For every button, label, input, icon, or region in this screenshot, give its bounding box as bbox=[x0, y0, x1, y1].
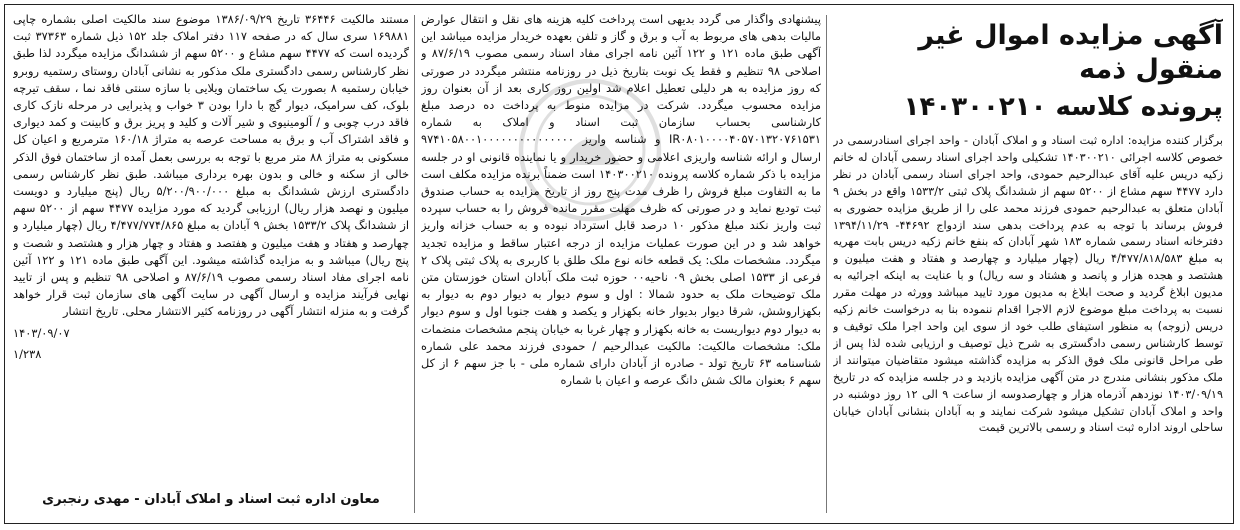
left-column bbox=[13, 11, 409, 517]
middle-column-text: پیشنهادی واگذار می گردد بدیهی است پرداخت کلیه هزینه های نقل و انتقال عوارض مالیات بدهی های مربوط به آب و برق و گاز و تلفن بعهده خریدار مزایده میباشد این آگهی طبق ماده ۱۲۱ و ۱۲۲ آئین نامه اجرای مفاد اسناد رسمی مصوب ۸۷/۶/۱۹ و اصلاحی ۹۸ تنظیم و فقط یک نوبت بتاریخ ذیل در روزنامه منتشر میگردد در صورتی که روز مزایده به هر دلیلی تعطیل اعلام شد اولین روز کاری بعد از آن بعنوان روز مزایده محسوب میگردد. شرکت در مزایده منوط به پرداخت ده درصد مبلغ کارشناسی بحساب سازمان ثبت اسناد و املاک به شماره IR۰۸۰۱۰۰۰۰۴۰۵۷۰۱۳۲۰۷۶۱۵۳۱ و شناسه واریز ۹۷۴۱۰۵۸۰۰۱۰۰۰۰۰۰۰۰۰۰۰۰۰۰۰ ارسال و ارائه شناسه واریزی اعلامی و حضور خریدار و یا نماینده قانونی او در جلسه مزایده با ذکر شماره کلاسه پرونده ۱۴۰۳۰۰۲۱۰ است ضمناً برنده مزایده مکلف است ما به التفاوت مبلغ فروش را ظرف مدت پنج روز از تاریخ مزایده به حساب صندوق ثبت تودیع نماید و در صورتی که ظرف مهلت مقرر مانده فروش را به حساب سپرده ثبت واریز نکند مبلغ مذکور ۱۰ درصد قابل استرداد نبوده و به حساب خزانه واریز خواهد شد و در این صورت عملیات مزایده از درجه اعتبار ساقط و مزایده تجدید میگردد. مشخصات ملک: یک قطعه خانه نوع ملک طلق با کاربری به پلاک ثبتی پلاک ۲ فرعی از ۱۵۳۳ اصلی بخش ۰۹ ناحیه۰۰ حوزه ثبت ملک آبادان استان خوزستان متن ملک توضیحات ملک به حدود شمالا : اول و سوم دیوار به دیوار دوم به دیوار به بکهزاروشش، شرقا دیوار بدیوار خانه بکهزار و یکصد و هفت جنوبا اول و سوم دیوار به دیوار دوم دیواریست به خانه بکهزار و چهار غربا به خیابان پنجم مشخصات منضمات ملک: مشخصات مالکیت: مالکیت عبدالرحیم / حمودی فرزند محمد علی شماره شناسنامه ۶۳ تاریخ تولد - صادره از آبادان دارای شماره ملی - با جز سهم ۶ از کل سهم ۶ بعنوان مالک شش دانگ عرصه و اعیان با شماره bbox=[421, 12, 821, 388]
notice-frame bbox=[4, 4, 1234, 524]
right-column bbox=[833, 11, 1223, 517]
notice-title: آگهی مزایده اموال غیر منقول ذمه bbox=[918, 20, 1223, 85]
column-divider bbox=[414, 15, 415, 513]
signature-line: معاون اداره ثبت اسناد و املاک آبادان - مهدی رنجبری bbox=[42, 492, 380, 507]
left-column-text: مستند مالکیت ۳۶۴۴۶ تاریخ ۱۳۸۶/۰۹/۲۹ موضوع سند مالکیت اصلی بشماره چاپی ۱۶۹۸۸۱ سری سال که در صفحه ۱۱۷ دفتر املاک جلد ۱۵۲ ذیل شماره ۳۷۳۶۳ ثبت گردیده است که ۴۴۷۷ سهم مشاع و ۵۲۰۰ سهم از ششدانگ مزایده میگردد لذا طبق نظر کارشناس رسمی دادگستری ملک مذکور به نشانی آبادان روستای رستمیه روبرو خیابان رستمیه ۸ بصورت یک ساختمان ویلایی با سازه سنتی فاقد نما ، سقف تیرچه بلوک، کف سرامیک، دیوار گچ با دارا بودن ۳ خواب و پذیرایی در مرحله نازک کاری فاقد درب چوبی و / آلومینیوی و شیر آلات و کلید و پریز برق و کابینت و کمد دیواری و فاقد اشتراک آب و برق به مساحت عرصه به متراژ ۱۶۰/۱۸ مترمربع و اعیان کل مسکونی به متراژ ۸۸ متر مربع با توجه به بررسی بعمل آمده از ساختمان فوق الذکر خالی از سکنه و خالی و بدون بهره برداری میباشد. طبق نظر کارشناس رسمی دادگستری ارزش ششدانگ به مبلغ ۵/۲۰۰/۹۰۰/۰۰۰ ریال (پنج میلیارد و دویست میلیون و نهصد هزار ریال) ارزیابی گردید که مورد مزایده ۴۴۷۷ سهم از ۵۲۰۰ سهم از ششدانگ پلاک ۱۵۳۳/۲ بخش ۹ آبادان به مبلغ ۴/۴۷۷/۷۷۴/۸۶۵ ریال (چهار میلیارد و چهارصد و هفتاد و هفت میلیون و هفتصد و هفتاد و چهار هزار و هشتصد و شصت و پنج ریال) میباشد و به مزایده گذاشته میشود. این آگهی طبق ماده ۱۲۱ و ۱۲۲ آئین نامه اجرای مفاد اسناد رسمی مصوب ۸۷/۶/۱۹ و اصلاحی ۹۸ تنظیم و پس از تایید نهایی فرآیند مزایده و ارسال آگهی در سایت آگهی های سازمان ثبت قرار خواهد گرفت و به منزله انتشار آگهی در روزنامه کثیر الانتشار محلی. تاریخ انتشار bbox=[13, 12, 409, 319]
middle-column bbox=[421, 11, 821, 517]
notice-code: ۱/۲۳۸ bbox=[13, 346, 42, 361]
column-divider bbox=[826, 15, 827, 513]
case-number: پرونده کلاسه ۱۴۰۳۰۰۲۱۰ bbox=[903, 92, 1223, 122]
publish-date: ۱۴۰۳/۰۹/۰۷ bbox=[13, 325, 70, 340]
right-column-text: برگزار کننده مزایده: اداره ثبت اسناد و و املاک آبادان - واحد اجرای اسنادرسمی در خصوص کلاسه اجرائی ۱۴۰۳۰۰۲۱۰ تشکیلی واحد اجرای اسناد رسمی آبادان له خانم زکیه دریس علیه آقای عبدالرحیم حمودی، واحد اجرای اسناد رسمی آبادان در نظر دارد ۴۴۷۷ سهم مشاع از ۵۲۰۰ سهم از ششدانگ پلاک ثبتی ۱۵۳۳/۲ واقع در بخش ۹ آبادان متعلق به عبدالرحیم حمودی فرزند محمد علی را از طریق مزایده حضوری به فروش برساند با توجه به عدم پرداخت بدهی سند ازدواج ۴۴۶۹۲- ۱۳۹۴/۱۱/۲۹ دفترخانه اسناد رسمی شماره ۱۸۳ شهر آبادان که بنفع خانم زکیه دریس بابت مهریه به مبلغ ۴/۴۷۷/۸۱۸/۵۸۳ ریال (چهار میلیارد و چهارصد و هفتاد و هفت میلیون و هشتصد و هجده هزار و پانصد و هشتاد و سه ریال) و با عنایت به اینکه اجرائیه به مدیون ابلاغ گردید و صحت ابلاغ به مدیون مورد تایید میباشد وورثه در مهلت مقرر نسبت به پرداخت مبلغ موضوع لازم الاجرا اقدام ننموده بنا به درخواست خانم زکیه دریس (زوجه) به منظور استیفای طلب خود از سوی این واحد اجرا ملک توقیف و توسط کارشناس رسمی دادگستری به شرح ذیل توصیف و ارزیابی شده لذا پس از طی مراحل قانونی ملک فوق الذکر به مزایده گذاشته میشود متقاضیان میتوانند از ملک مذکور بنشانی مندرج در متن آگهی مزایده بازدید و در جلسه مزایده که در تاریخ ۱۴۰۳/۰۹/۱۹ نوزدهم آذرماه هزار و چهارصدوسه از ساعت ۹ الی ۱۲ روز دوشنبه در واحد و املاک آبادان تشکیل میشود شرکت نمایند و به آبادان بنشانی آبادان خیابان ساحلی اروند اداره ثبت اسناد و رسمی بالاترین قیمت bbox=[833, 134, 1223, 435]
